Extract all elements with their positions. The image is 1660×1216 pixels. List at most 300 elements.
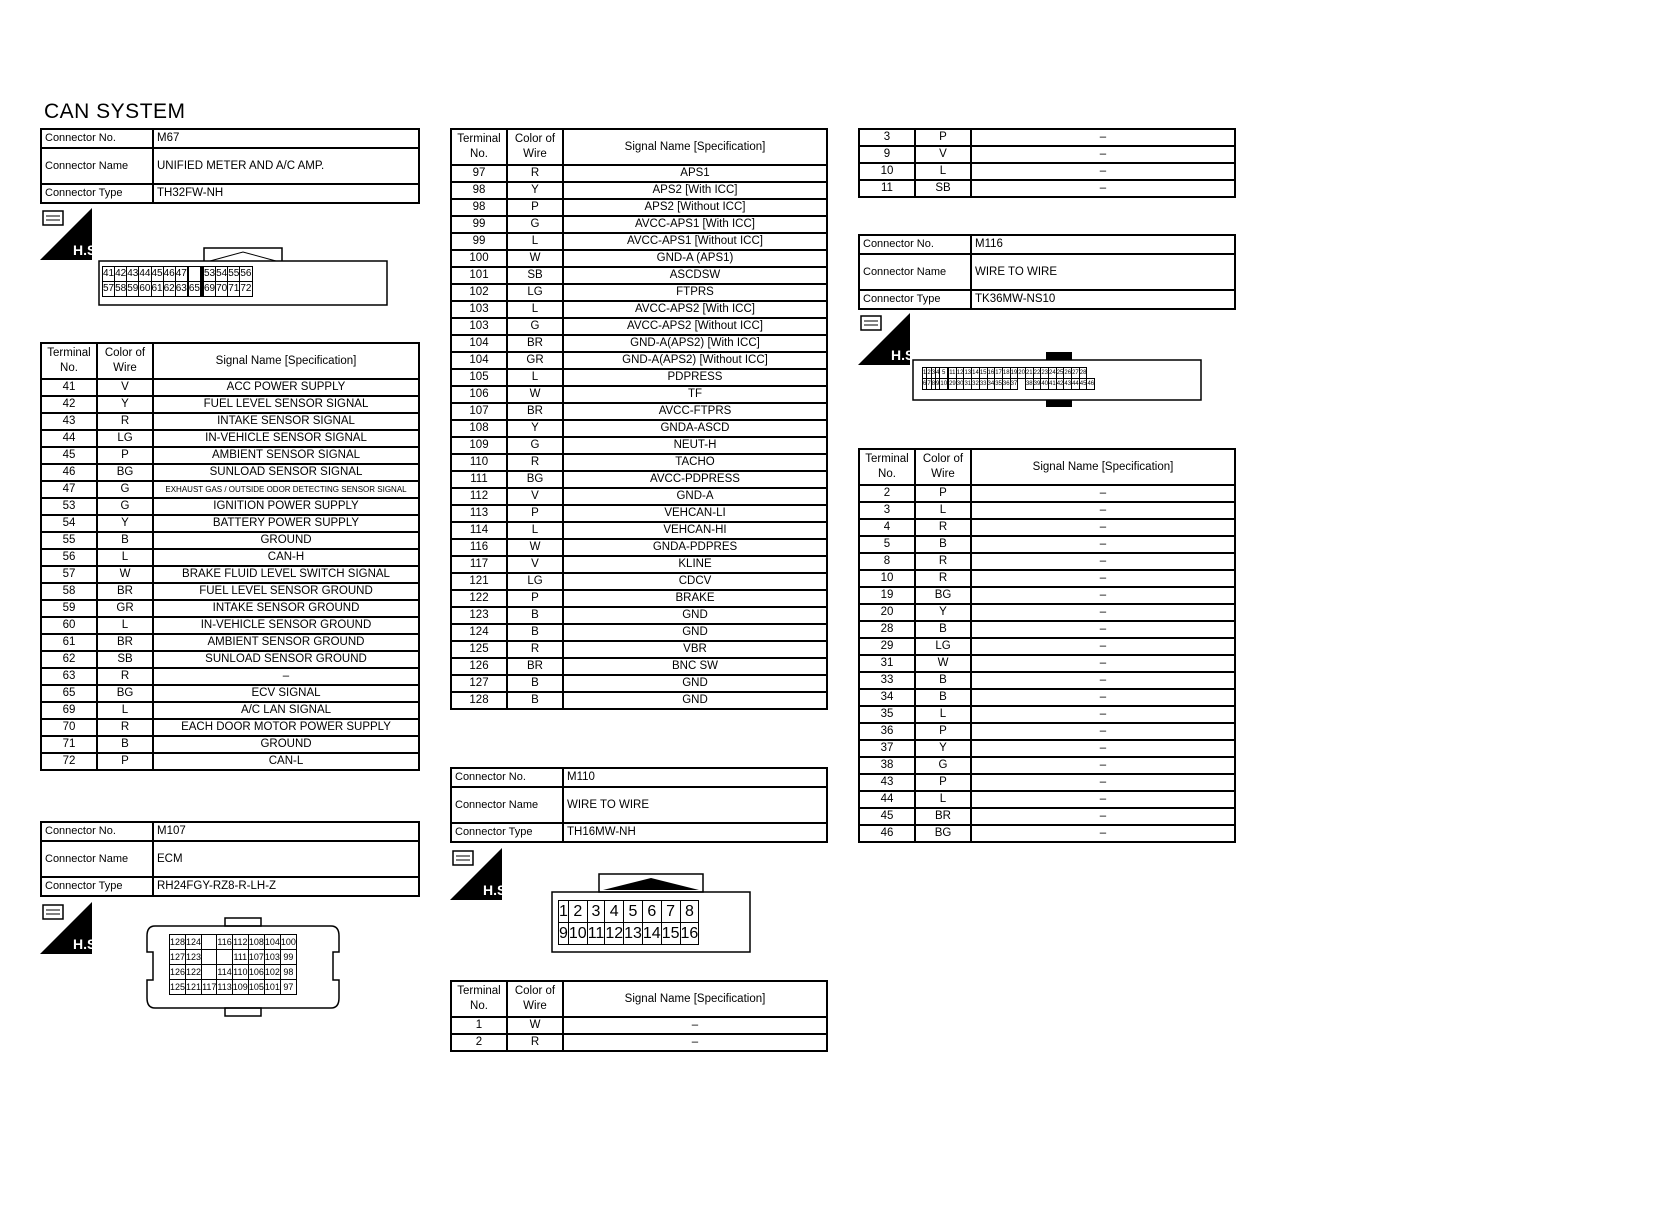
pin-cell: 7 bbox=[927, 379, 931, 390]
terminal-cell: 98 bbox=[451, 182, 507, 199]
terminal-cell: 101 bbox=[451, 267, 507, 284]
pin-cell: 1 bbox=[923, 368, 927, 379]
table-row bbox=[41, 515, 419, 532]
color-cell: L bbox=[97, 549, 153, 566]
hs-label: H.S. bbox=[73, 242, 101, 258]
signal-cell: – bbox=[153, 668, 419, 685]
color-cell: L bbox=[97, 617, 153, 634]
pin-cell: 12 bbox=[605, 923, 624, 945]
signal-cell: FUEL LEVEL SENSOR SIGNAL bbox=[153, 396, 419, 413]
pin-cell: 42 bbox=[115, 267, 127, 282]
pin-cell: 4 bbox=[936, 368, 940, 379]
table-row bbox=[451, 590, 827, 607]
pin-cell: 41 bbox=[1049, 379, 1057, 390]
pin-cell: 46 bbox=[163, 267, 175, 282]
m116-connector-no: M116 bbox=[971, 235, 1235, 254]
signal-cell: – bbox=[971, 604, 1235, 621]
page-title: CAN SYSTEM bbox=[44, 100, 186, 123]
pin-cell: 13 bbox=[964, 368, 972, 379]
color-cell: Y bbox=[97, 515, 153, 532]
color-cell: R bbox=[507, 641, 563, 658]
color-cell: GR bbox=[507, 352, 563, 369]
color-cell: B bbox=[915, 672, 971, 689]
terminal-no-header: Terminal No. bbox=[451, 129, 507, 165]
signal-cell: – bbox=[971, 774, 1235, 791]
terminal-cell: 57 bbox=[41, 566, 97, 583]
terminal-cell: 103 bbox=[451, 301, 507, 318]
m67-info-table bbox=[40, 128, 420, 204]
terminal-cell: 121 bbox=[451, 573, 507, 590]
pin-cell: 53 bbox=[204, 267, 216, 282]
pin-cell: 46 bbox=[1087, 379, 1095, 390]
color-cell: R bbox=[97, 413, 153, 430]
table-row bbox=[451, 437, 827, 454]
terminal-cell: 37 bbox=[859, 740, 915, 757]
color-cell: G bbox=[507, 437, 563, 454]
pin-cell bbox=[202, 965, 217, 980]
color-cell: L bbox=[507, 369, 563, 386]
color-cell: G bbox=[915, 757, 971, 774]
m107-connector-name: ECM bbox=[153, 841, 419, 877]
terminal-cell: 33 bbox=[859, 672, 915, 689]
table-row bbox=[41, 634, 419, 651]
color-cell: L bbox=[507, 301, 563, 318]
color-cell: V bbox=[507, 556, 563, 573]
table-row bbox=[451, 386, 827, 403]
terminal-cell: 69 bbox=[41, 702, 97, 719]
signal-cell: EXHAUST GAS / OUTSIDE ODOR DETECTING SENSOR SIGNAL bbox=[153, 481, 419, 498]
pin-cell: 14 bbox=[972, 368, 980, 379]
terminal-cell: 117 bbox=[451, 556, 507, 573]
pin-cell: 108 bbox=[248, 935, 264, 950]
terminal-cell: 122 bbox=[451, 590, 507, 607]
table-row bbox=[859, 655, 1235, 672]
signal-cell: – bbox=[971, 570, 1235, 587]
hs-label: H.S. bbox=[483, 882, 511, 898]
hs-icon bbox=[40, 208, 101, 260]
table-row bbox=[859, 757, 1235, 774]
color-cell: P bbox=[507, 199, 563, 216]
table-row bbox=[451, 369, 827, 386]
color-cell: P bbox=[507, 590, 563, 607]
table-row bbox=[41, 702, 419, 719]
pin-cell: 43 bbox=[1064, 379, 1072, 390]
color-cell: W bbox=[507, 539, 563, 556]
table-row bbox=[859, 621, 1235, 638]
signal-cell: VBR bbox=[563, 641, 827, 658]
table-row bbox=[451, 352, 827, 369]
pin-cell: 114 bbox=[217, 965, 232, 980]
table-row bbox=[451, 471, 827, 488]
terminal-cell: 2 bbox=[859, 485, 915, 502]
pin-cell: 3 bbox=[587, 901, 605, 923]
color-cell: R bbox=[97, 719, 153, 736]
signal-cell: IN-VEHICLE SENSOR SIGNAL bbox=[153, 430, 419, 447]
terminal-cell: 58 bbox=[41, 583, 97, 600]
pin-cell: 97 bbox=[280, 980, 296, 995]
terminal-cell: 20 bbox=[859, 604, 915, 621]
table-row bbox=[451, 624, 827, 641]
pin-cell: 37 bbox=[1010, 379, 1018, 390]
m110-info-table bbox=[450, 767, 828, 843]
m110-connector-name: WIRE TO WIRE bbox=[563, 787, 827, 823]
terminal-cell: 104 bbox=[451, 335, 507, 352]
terminal-cell: 35 bbox=[859, 706, 915, 723]
table-row bbox=[451, 284, 827, 301]
table-row bbox=[451, 199, 827, 216]
connector-name-label: Connector Name bbox=[41, 148, 153, 184]
terminal-cell: 60 bbox=[41, 617, 97, 634]
signal-cell: NEUT-H bbox=[563, 437, 827, 454]
signal-cell: GND-A (APS1) bbox=[563, 250, 827, 267]
color-cell: BG bbox=[97, 464, 153, 481]
table-row bbox=[859, 536, 1235, 553]
hs-icon bbox=[858, 313, 919, 365]
terminal-cell: 45 bbox=[41, 447, 97, 464]
pin-cell: 110 bbox=[232, 965, 248, 980]
signal-cell: – bbox=[971, 638, 1235, 655]
table-row bbox=[451, 267, 827, 284]
table-row bbox=[451, 488, 827, 505]
terminal-cell: 2 bbox=[451, 1034, 507, 1051]
pin-cell: 99 bbox=[280, 950, 296, 965]
signal-cell: – bbox=[563, 1034, 827, 1051]
connector-type-label: Connector Type bbox=[859, 290, 971, 309]
table-row bbox=[451, 539, 827, 556]
connector-type-label: Connector Type bbox=[41, 877, 153, 896]
pin-cell: 104 bbox=[264, 935, 280, 950]
color-cell: Y bbox=[507, 420, 563, 437]
table-row bbox=[859, 638, 1235, 655]
pin-cell: 111 bbox=[232, 950, 248, 965]
signal-cell: SUNLOAD SENSOR SIGNAL bbox=[153, 464, 419, 481]
table-row bbox=[859, 553, 1235, 570]
table-row bbox=[451, 335, 827, 352]
signal-cell: – bbox=[971, 621, 1235, 638]
signal-cell: GROUND bbox=[153, 532, 419, 549]
pin-cell: 14 bbox=[642, 923, 661, 945]
m67-connector-type: TH32FW-NH bbox=[153, 184, 419, 203]
color-cell: B bbox=[915, 689, 971, 706]
table-row bbox=[451, 216, 827, 233]
pin-cell: 69 bbox=[204, 282, 216, 297]
m116-pin-grid bbox=[922, 367, 1095, 390]
terminal-cell: 61 bbox=[41, 634, 97, 651]
signal-cell: – bbox=[563, 1017, 827, 1034]
signal-cell: FUEL LEVEL SENSOR GROUND bbox=[153, 583, 419, 600]
terminal-cell: 106 bbox=[451, 386, 507, 403]
terminal-cell: 128 bbox=[451, 692, 507, 709]
pin-cell: 31 bbox=[964, 379, 972, 390]
color-of-wire-header: Color of Wire bbox=[507, 981, 563, 1017]
pin-cell: 3 bbox=[931, 368, 935, 379]
color-cell: W bbox=[915, 655, 971, 672]
table-row bbox=[859, 485, 1235, 502]
terminal-cell: 104 bbox=[451, 352, 507, 369]
pin-cell: 128 bbox=[170, 935, 186, 950]
signal-cell: – bbox=[971, 808, 1235, 825]
pin-cell: 5 bbox=[624, 901, 643, 923]
table-row bbox=[859, 163, 1235, 180]
pin-cell: 9 bbox=[936, 379, 940, 390]
hs-label: H.S. bbox=[73, 936, 101, 952]
connector-no-label: Connector No. bbox=[41, 822, 153, 841]
m107-info-table bbox=[40, 821, 420, 897]
pin-cell: 126 bbox=[170, 965, 186, 980]
terminal-cell: 31 bbox=[859, 655, 915, 672]
pin-cell bbox=[202, 950, 217, 965]
color-cell: LG bbox=[507, 573, 563, 590]
m116-connector-type: TK36MW-NS10 bbox=[971, 290, 1235, 309]
signal-cell: GND-A(APS2) [With ICC] bbox=[563, 335, 827, 352]
signal-cell: A/C LAN SIGNAL bbox=[153, 702, 419, 719]
signal-cell: FTPRS bbox=[563, 284, 827, 301]
terminal-cell: 54 bbox=[41, 515, 97, 532]
color-cell: Y bbox=[97, 396, 153, 413]
signal-cell: APS1 bbox=[563, 165, 827, 182]
color-cell: BR bbox=[97, 634, 153, 651]
terminal-cell: 43 bbox=[859, 774, 915, 791]
pin-cell: 43 bbox=[127, 267, 139, 282]
signal-cell: ASCDSW bbox=[563, 267, 827, 284]
pin-cell: 26 bbox=[1064, 368, 1072, 379]
signal-cell: – bbox=[971, 146, 1235, 163]
color-cell: W bbox=[507, 250, 563, 267]
signal-name-header: Signal Name [Specification] bbox=[563, 129, 827, 165]
color-cell: P bbox=[97, 447, 153, 464]
color-cell: P bbox=[97, 753, 153, 770]
connector-no-label: Connector No. bbox=[859, 235, 971, 254]
terminal-cell: 102 bbox=[451, 284, 507, 301]
color-cell: B bbox=[507, 624, 563, 641]
color-cell: Y bbox=[915, 604, 971, 621]
signal-cell: SUNLOAD SENSOR GROUND bbox=[153, 651, 419, 668]
table-row bbox=[41, 668, 419, 685]
terminal-cell: 124 bbox=[451, 624, 507, 641]
pin-cell: 102 bbox=[264, 965, 280, 980]
table-row bbox=[451, 658, 827, 675]
terminal-no-header: Terminal No. bbox=[451, 981, 507, 1017]
m107-connector-no: M107 bbox=[153, 822, 419, 841]
signal-cell: – bbox=[971, 791, 1235, 808]
signal-cell: GND bbox=[563, 624, 827, 641]
signal-cell: – bbox=[971, 740, 1235, 757]
pin-cell: 30 bbox=[956, 379, 964, 390]
connector-name-label: Connector Name bbox=[41, 841, 153, 877]
color-cell: B bbox=[97, 532, 153, 549]
signal-cell: ACC POWER SUPPLY bbox=[153, 379, 419, 396]
m110-connector-no: M110 bbox=[563, 768, 827, 787]
color-cell: BG bbox=[915, 587, 971, 604]
m116-connector-name: WIRE TO WIRE bbox=[971, 254, 1235, 290]
signal-cell: INTAKE SENSOR SIGNAL bbox=[153, 413, 419, 430]
table-row bbox=[451, 573, 827, 590]
table-row bbox=[41, 651, 419, 668]
m67-terminal-table bbox=[40, 342, 420, 771]
color-cell: W bbox=[97, 566, 153, 583]
signal-cell: – bbox=[971, 519, 1235, 536]
pin-cell: 19 bbox=[1010, 368, 1018, 379]
pin-cell bbox=[202, 935, 217, 950]
table-row bbox=[41, 379, 419, 396]
connector-type-label: Connector Type bbox=[451, 823, 563, 842]
terminal-cell: 97 bbox=[451, 165, 507, 182]
table-row bbox=[451, 454, 827, 471]
pin-cell: 9 bbox=[559, 923, 569, 945]
table-row bbox=[859, 180, 1235, 197]
signal-cell: AMBIENT SENSOR SIGNAL bbox=[153, 447, 419, 464]
connector-type-label: Connector Type bbox=[41, 184, 153, 203]
color-cell: BR bbox=[507, 335, 563, 352]
signal-cell: – bbox=[971, 689, 1235, 706]
table-row bbox=[859, 706, 1235, 723]
signal-cell: KLINE bbox=[563, 556, 827, 573]
signal-cell: – bbox=[971, 706, 1235, 723]
terminal-cell: 98 bbox=[451, 199, 507, 216]
color-cell: BG bbox=[507, 471, 563, 488]
terminal-cell: 59 bbox=[41, 600, 97, 617]
color-cell: R bbox=[915, 570, 971, 587]
signal-cell: PDPRESS bbox=[563, 369, 827, 386]
terminal-cell: 45 bbox=[859, 808, 915, 825]
color-cell: B bbox=[507, 607, 563, 624]
color-cell: R bbox=[915, 553, 971, 570]
pin-cell: 5 bbox=[940, 368, 948, 379]
pin-cell: 70 bbox=[216, 282, 228, 297]
m110-terminal-table bbox=[450, 980, 828, 1052]
signal-cell: – bbox=[971, 587, 1235, 604]
table-row bbox=[859, 774, 1235, 791]
m67-connector-no: M67 bbox=[153, 129, 419, 148]
table-row bbox=[41, 396, 419, 413]
terminal-cell: 126 bbox=[451, 658, 507, 675]
connector-no-label: Connector No. bbox=[41, 129, 153, 148]
terminal-cell: 127 bbox=[451, 675, 507, 692]
terminal-cell: 72 bbox=[41, 753, 97, 770]
terminal-cell: 110 bbox=[451, 454, 507, 471]
color-cell: LG bbox=[507, 284, 563, 301]
table-row bbox=[859, 723, 1235, 740]
table-row bbox=[451, 318, 827, 335]
signal-cell: – bbox=[971, 502, 1235, 519]
terminal-cell: 38 bbox=[859, 757, 915, 774]
color-cell: GR bbox=[97, 600, 153, 617]
table-row bbox=[451, 692, 827, 709]
table-row bbox=[41, 549, 419, 566]
signal-cell: – bbox=[971, 825, 1235, 842]
pin-cell: 22 bbox=[1033, 368, 1041, 379]
m116-pin-table bbox=[922, 367, 1095, 390]
table-row bbox=[859, 740, 1235, 757]
pin-cell: 122 bbox=[186, 965, 202, 980]
table-row bbox=[451, 675, 827, 692]
signal-cell: GNDA-PDPRES bbox=[563, 539, 827, 556]
signal-cell: AVCC-PDPRESS bbox=[563, 471, 827, 488]
m67-pin-grid bbox=[102, 266, 253, 297]
table-row bbox=[41, 617, 419, 634]
color-cell: LG bbox=[915, 638, 971, 655]
pin-cell: 21 bbox=[1025, 368, 1033, 379]
signal-cell: – bbox=[971, 180, 1235, 197]
color-cell: BG bbox=[915, 825, 971, 842]
pin-row bbox=[923, 368, 1095, 379]
pin-row bbox=[559, 923, 699, 945]
pin-row bbox=[170, 980, 297, 995]
color-cell: L bbox=[97, 702, 153, 719]
pin-cell: 2 bbox=[927, 368, 931, 379]
table-row bbox=[451, 505, 827, 522]
table-row bbox=[41, 447, 419, 464]
table-row bbox=[451, 165, 827, 182]
table-row bbox=[41, 464, 419, 481]
color-cell: BR bbox=[507, 403, 563, 420]
terminal-cell: 63 bbox=[41, 668, 97, 685]
color-cell: Y bbox=[507, 182, 563, 199]
terminal-cell: 47 bbox=[41, 481, 97, 498]
color-cell: Y bbox=[915, 740, 971, 757]
table-row bbox=[859, 519, 1235, 536]
signal-cell: AVCC-APS2 [With ICC] bbox=[563, 301, 827, 318]
table-row bbox=[451, 403, 827, 420]
table-row bbox=[41, 498, 419, 515]
pin-cell: 71 bbox=[228, 282, 240, 297]
table-row bbox=[451, 522, 827, 539]
signal-cell: – bbox=[971, 672, 1235, 689]
terminal-cell: 34 bbox=[859, 689, 915, 706]
signal-cell: – bbox=[971, 723, 1235, 740]
terminal-cell: 36 bbox=[859, 723, 915, 740]
pin-cell: 39 bbox=[1033, 379, 1041, 390]
pin-cell: 127 bbox=[170, 950, 186, 965]
pin-cell: 112 bbox=[232, 935, 248, 950]
pin-cell: 29 bbox=[949, 379, 957, 390]
table-row bbox=[451, 182, 827, 199]
table-row bbox=[41, 685, 419, 702]
pin-cell: 18 bbox=[1002, 368, 1010, 379]
pin-cell: 4 bbox=[605, 901, 624, 923]
signal-cell: CAN-H bbox=[153, 549, 419, 566]
signal-cell: BATTERY POWER SUPPLY bbox=[153, 515, 419, 532]
signal-cell: GND bbox=[563, 692, 827, 709]
terminal-cell: 71 bbox=[41, 736, 97, 753]
table-row bbox=[859, 129, 1235, 146]
pin-cell: 54 bbox=[216, 267, 228, 282]
color-cell: SB bbox=[97, 651, 153, 668]
terminal-cell: 100 bbox=[451, 250, 507, 267]
color-cell: G bbox=[97, 498, 153, 515]
color-cell: L bbox=[507, 233, 563, 250]
color-cell: R bbox=[507, 454, 563, 471]
pin-cell: 6 bbox=[923, 379, 927, 390]
terminal-cell: 107 bbox=[451, 403, 507, 420]
pin-cell bbox=[1018, 379, 1026, 390]
pin-cell: 121 bbox=[186, 980, 202, 995]
terminal-cell: 111 bbox=[451, 471, 507, 488]
color-cell: L bbox=[915, 791, 971, 808]
pin-cell: 23 bbox=[1041, 368, 1049, 379]
color-cell: B bbox=[507, 692, 563, 709]
terminal-cell: 3 bbox=[859, 129, 915, 146]
table-row bbox=[859, 502, 1235, 519]
pin-cell: 107 bbox=[248, 950, 264, 965]
pin-cell: 106 bbox=[248, 965, 264, 980]
m110-connector-type: TH16MW-NH bbox=[563, 823, 827, 842]
terminal-cell: 11 bbox=[859, 180, 915, 197]
color-cell: L bbox=[915, 706, 971, 723]
color-cell: BR bbox=[507, 658, 563, 675]
pin-cell: 100 bbox=[280, 935, 296, 950]
table-row bbox=[41, 481, 419, 498]
